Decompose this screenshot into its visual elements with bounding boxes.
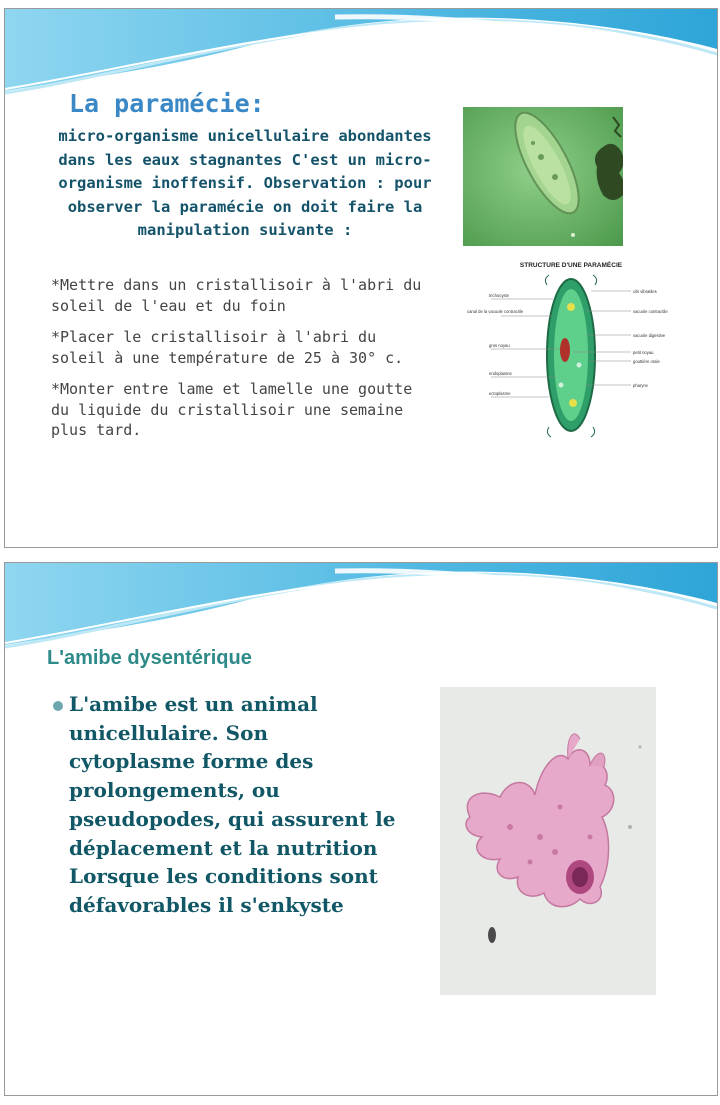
- label-canal-vacuole: canal de la vacuole contractile: [467, 309, 524, 314]
- slide-title: La paramécie:: [69, 89, 265, 118]
- bullet-text: L'amibe est un animal unicellulaire. Son cytoplasme forme des prolongements, ou pseudopodes, qui assurent le déplacement et la nutrition Lorsque les conditions sont défavorables il s'enkyste: [69, 692, 396, 917]
- label-cils-vibratiles: cils vibratiles: [633, 289, 657, 294]
- step-item: *Placer le cristallisoir à l'abri du soleil à une température de 25 à 30° c.: [51, 328, 404, 367]
- label-trichocyste: trichocyste: [489, 293, 510, 298]
- label-ectoplasme: ectoplasme: [489, 391, 511, 396]
- label-gros-noyau: gros noyau: [489, 343, 510, 348]
- step-item: *Mettre dans un cristallisoir à l'abri du soleil de l'eau et du foin: [51, 276, 422, 315]
- slide-amibe: [4, 562, 718, 1096]
- label-endoplasme: endoplasme: [489, 371, 512, 376]
- paramecium-photo: [463, 107, 623, 246]
- label-vacuole-digestive: vacuole digestive: [633, 333, 666, 338]
- diagram-title: STRUCTURE D'UNE PARAMÉCIE: [519, 262, 623, 269]
- bullet-icon: [53, 701, 63, 711]
- amoeba-photo: [440, 687, 656, 995]
- header-wave-decoration: [5, 563, 717, 658]
- step-item: *Monter entre lame et lamelle une goutte du liquide du cristallisoir une semaine plus tard.: [51, 380, 413, 439]
- label-gouttiere-orale: gouttière orale: [633, 359, 660, 364]
- label-pharynx: pharynx: [633, 383, 648, 388]
- label-petit-noyau: petit noyau: [633, 350, 654, 355]
- slide-paramecie: [4, 8, 718, 548]
- intro-text: micro-organisme unicellulaire abondantes dans les eaux stagnantes C'est un micro-organisme inoffensif. Observation : pour observer la paramécie on doit faire la manipulation suivante :: [58, 127, 432, 239]
- label-vacuole-contractile: vacuole contractile: [633, 309, 668, 314]
- steps-list: [51, 275, 436, 452]
- paramecium-structure-diagram: [461, 255, 681, 445]
- slide-title: L'amibe dysentérique: [47, 647, 252, 669]
